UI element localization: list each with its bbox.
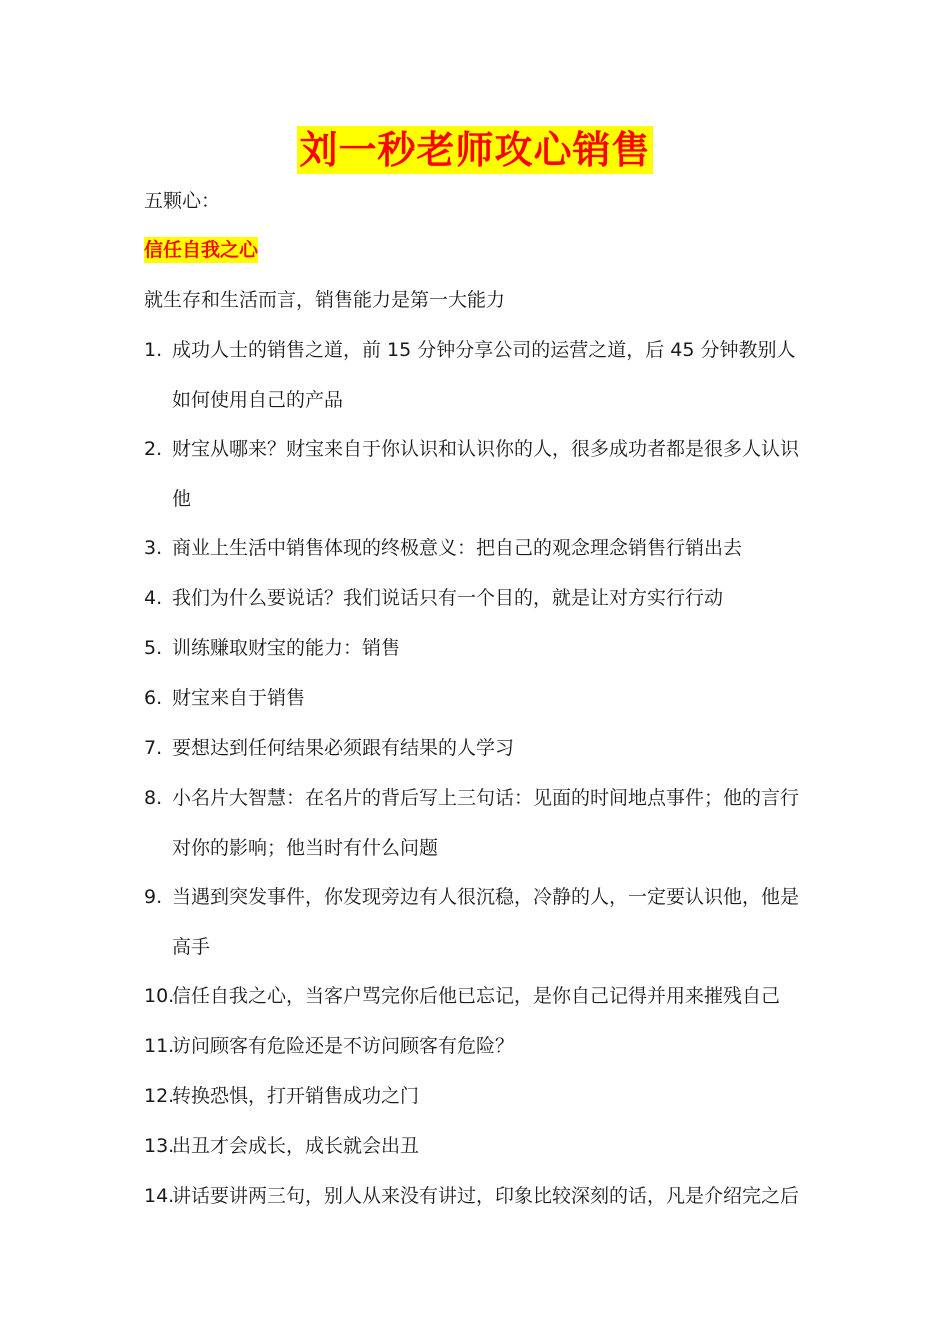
list-item-text: 当遇到突发事件，你发现旁边有人很沉稳，冷静的人，一定要认识他，他是高手 bbox=[172, 886, 800, 958]
section-heading: 信任自我之心 bbox=[144, 239, 259, 261]
list-item-text: 商业上生活中销售体现的终极意义：把自己的观念理念销售行销出去 bbox=[172, 537, 743, 559]
list-item-number: 12. bbox=[144, 1085, 175, 1107]
list-item-text: 要想达到任何结果必须跟有结果的人学习 bbox=[172, 737, 515, 759]
intro-text: 五颗心： bbox=[144, 190, 221, 212]
list-item-number: 6. bbox=[144, 687, 163, 709]
list-item-text: 财宝从哪来？财宝来自于你认识和认识你的人，很多成功者都是很多人认识他 bbox=[172, 438, 800, 510]
list-item-text: 转换恐惧，打开销售成功之门 bbox=[172, 1085, 420, 1107]
list-item-number: 9. bbox=[144, 886, 163, 908]
list-item-text: 访问顾客有危险还是不访问顾客有危险？ bbox=[172, 1035, 515, 1057]
list-item-number: 7. bbox=[144, 737, 163, 759]
list-item-text: 训练赚取财宝的能力：销售 bbox=[172, 637, 401, 659]
list-item-number: 14. bbox=[144, 1185, 175, 1207]
list-item-number: 5. bbox=[144, 637, 163, 659]
list-item-number: 3. bbox=[144, 537, 163, 559]
title-wrap bbox=[0, 126, 950, 174]
page-title: 刘一秒老师攻心销售 bbox=[299, 128, 651, 172]
list-item-text: 成功人士的销售之道，前 15 分钟分享公司的运营之道，后 45 分钟教别人如何使用自己的产品 bbox=[172, 339, 796, 411]
list-item-text: 讲话要讲两三句，别人从来没有讲过，印象比较深刻的话，凡是介绍完之后 bbox=[172, 1185, 800, 1207]
list-item-number: 11. bbox=[144, 1035, 175, 1057]
list-item-text: 财宝来自于销售 bbox=[172, 687, 306, 709]
list-item-text: 我们为什么要说话？我们说话只有一个目的，就是让对方实行行动 bbox=[172, 587, 724, 609]
list-item-number: 4. bbox=[144, 587, 163, 609]
list-item-number: 8. bbox=[144, 787, 163, 809]
list-item-number: 10. bbox=[144, 985, 175, 1007]
list-item-number: 13. bbox=[144, 1135, 175, 1157]
list-item-text: 信任自我之心，当客户骂完你后他已忘记，是你自己记得并用来摧残自己 bbox=[172, 985, 781, 1007]
list-item-text: 小名片大智慧：在名片的背后写上三句话：见面的时间地点事件；他的言行对你的影响；他当时有什么问题 bbox=[172, 787, 800, 859]
lead-text: 就生存和生活而言，销售能力是第一大能力 bbox=[144, 289, 506, 311]
list-item-number: 1. bbox=[144, 339, 163, 361]
list-item-text: 出丑才会成长，成长就会出丑 bbox=[172, 1135, 420, 1157]
list-item-number: 2. bbox=[144, 438, 163, 460]
section-heading-wrap bbox=[144, 237, 258, 263]
